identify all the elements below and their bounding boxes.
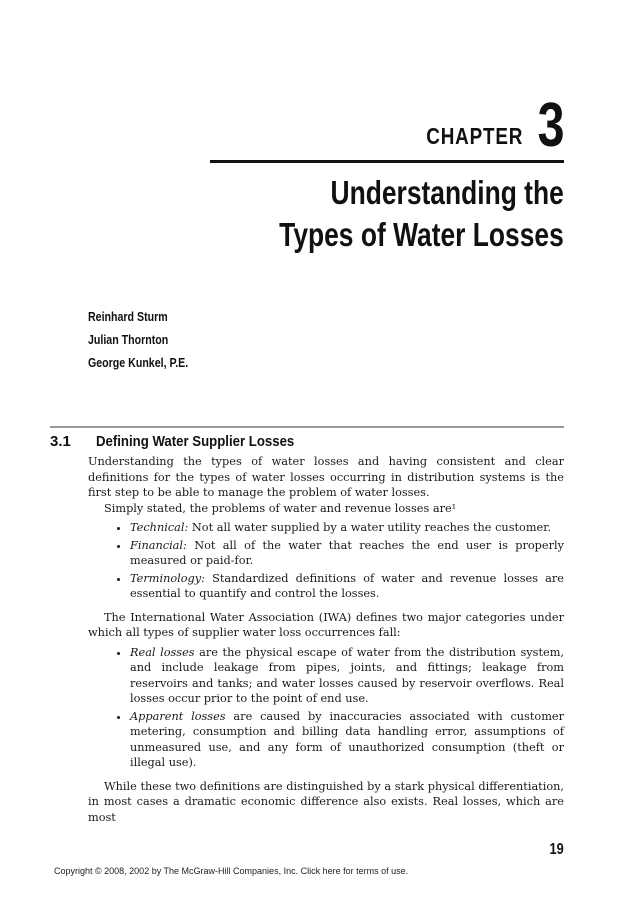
terms-link[interactable]: Click here for terms of use. [300,866,409,876]
section-number: 3.1 [50,433,71,450]
list-item: • Technical: Not all water supplied by a water utility reaches the customer. [130,520,564,536]
problem-list [88,520,564,602]
chapter-number: 3 [537,91,564,160]
author-list [88,306,206,375]
chapter-title [279,172,564,256]
list-item: • Financial: Not all of the water that reaches the end user is properly measured or paid-for. [130,538,564,569]
list-item: • Real losses are the physical escape of water from the distribution system, and include leakage from pipes, joints, and fittings; leakage from reservoirs and tanks; and water losses caused by reservoir overflows. Real losses occur prior to the point of end use. [130,645,564,707]
chapter-title-line1: Understanding the [330,174,564,211]
section-body [88,454,564,825]
section-title: Defining Water Supplier Losses [96,433,295,450]
section-heading [50,433,321,450]
list-item: • Terminology: Standardized definitions of water and revenue losses are essential to quantify and control the losses. [130,571,564,602]
copyright-text: Copyright © 2008, 2002 by The McGraw-Hill Companies, Inc. [54,866,299,876]
loss-category-list [88,645,564,771]
copyright-footer [54,866,408,876]
paragraph: Understanding the types of water losses and having consistent and clear definitions for the types of water losses occurring in distribution systems is the first step to be able to manage the problem of water losses. [88,455,564,499]
author-name: Reinhard Sturm [88,310,168,324]
author-name: George Kunkel, P.E. [88,356,189,370]
section-rule [50,426,564,428]
page-number: 19 [549,841,564,858]
paragraph: While these two definitions are distinguished by a stark physical differentiation, in most cases a dramatic economic difference also exists. Real losses, which are most [88,779,564,824]
paragraph: Simply stated, the problems of water and revenue losses are¹ [104,501,457,515]
chapter-title-line2: Types of Water Losses [279,216,564,253]
author-name: Julian Thornton [88,333,169,347]
chapter-label: CHAPTER [426,123,524,149]
list-item: • Apparent losses are caused by inaccuracies associated with customer metering, consumption and billing data handling error, assumptions of unmeasured use, and any form of unauthorized consumption (theft or illegal use). [130,709,564,771]
chapter-heading [405,91,564,160]
paragraph: The International Water Association (IWA) defines two major categories under which all types of supplier water loss occurrences fall: [88,610,564,639]
chapter-rule [210,160,564,163]
